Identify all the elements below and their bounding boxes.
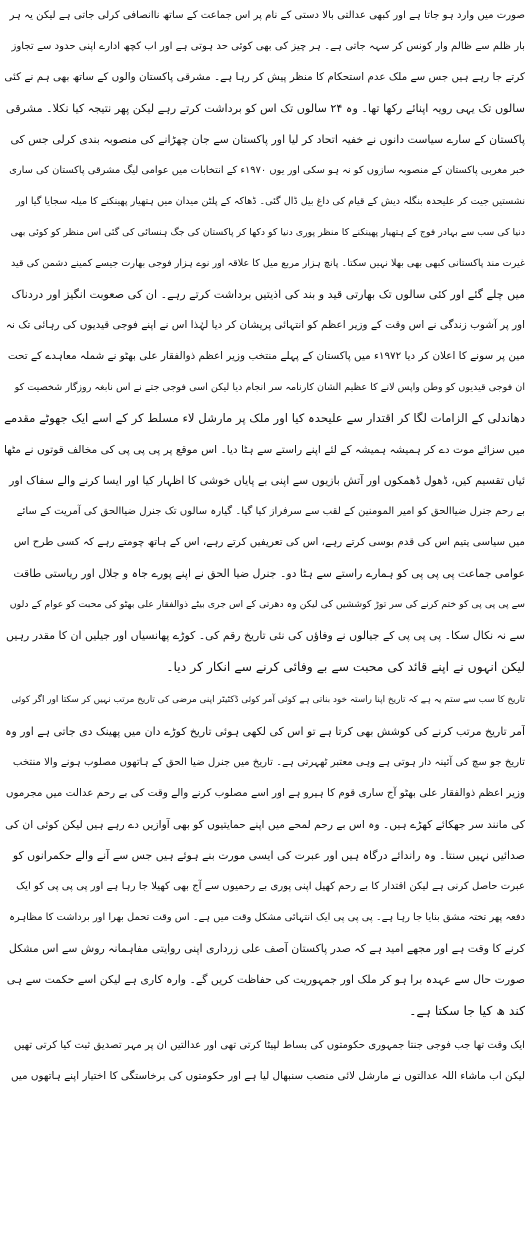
text-line: عبرت حاصل کرنی ہے لیکن اقتدار کا بے رحم کھیل اپنی پوری بے رحمیوں سے آج بھی کھیلا جا رہا ہے اور پی پی پی کو ایک <box>16 881 525 892</box>
text-line: وزیر اعظم ذوالفقار علی بھٹو آج ساری قوم کا ہیرو ہے اور اسے مصلوب کرنے والے وقت کی بے رحم عدالت میں مجرموں <box>5 787 525 799</box>
text-line: بے رحم جنرل ضیاالحق کو امیر المومنین کے لقب سے سرفراز کیا گیا۔ گیارہ سالوں تک جنرل ضیاالحق کی آمریت کے سائے <box>16 506 525 517</box>
text-line: لیکن انہوں نے اپنے قائد کی محبت سے بے وفائی کرنے سے انکار کر دیا۔ <box>166 659 525 674</box>
text-line: میں سزائے موت دے کر ہمیشہ ہمیشہ کے لئے اپنے راستے سے ہٹا دیا۔ اس موقع پر پی پی پی کی مخالف قوتوں نے مٹھا <box>4 443 525 456</box>
text-line: میں چلے گئے اور کئی سالوں تک بھارتی قید و بند کی اذیتیں برداشت کرتے رہے۔ ان کی صعوبت انگیز اور دردناک <box>11 288 525 301</box>
text-line: ئیاں تقسیم کیں، ڈھول ڈھمکوں اور آتش بازیوں سے اپنی بے پایاں خوشی کا اظہار کیا اور ایسا کرنے والے سفاک اور <box>9 474 525 487</box>
text-line: اور پر آشوب زندگی نے اس وقت کے وزیر اعظم کو انتہائی پریشان کر دیا لہٰذا اس نے اپنے فوجی قیدیوں کی رہائی تک نہ <box>5 319 525 331</box>
text-line: تاریخ کا سب سے ستم یہ ہے کہ تاریخ اپنا راستہ خود بناتی ہے کوئی آمر کوئی ڈکٹیٹر اپنی مرضی کی تاریخ مرتب نہیں کر سکتا اور اگر کوئی <box>11 695 525 705</box>
article-paragraph <box>4 0 525 682</box>
text-line: لیکن اب ماشاء اللہ عدالتوں نے مارشل لائی منصب سنبھال لیا ہے اور حکومتوں کی برخاستگی کا اختیار اپنے ہاتھوں میں <box>10 1070 525 1082</box>
text-line: صورت میں وارد ہو جاتا ہے اور کبھی عدالتی بالا دستی کے نام پر اس جماعت کے ساتھ ناانصافی کرلی جاتی ہے لیکن یہ ہر <box>9 10 525 21</box>
text-line: ایک وقت تھا جب فوجی جنتا جمہوری حکومتوں کی بساط لپیٹا کرتی تھی اور عدالتیں ان پر مہر تصدیق ثبت کیا کرتی تھیں <box>13 1040 525 1051</box>
text-line: صدائیں نہیں سنتا۔ وہ راندائے درگاہ ہیں اور عبرت کی ایسی مورت بنے ہوئے ہیں جس سے آنے والے حکمرانوں کو <box>12 849 525 862</box>
text-line: مین پر سونے کا اعلان کر دیا ۱۹۷۲ء میں پاکستان کے پہلے منتخب وزیر اعظم ذوالفقار علی بھٹو نے شملہ معاہدے کے تحت <box>7 350 525 362</box>
text-line: کند ھ کیا جا سکتا ہے۔ <box>409 1003 525 1018</box>
text-line: عوامی جماعت پی پی پی کو ہمارے راستے سے ہٹا دو۔ جنرل ضیا الحق نے اپنے پورے جاہ و جلال اور ریاستی طاقت <box>13 567 525 580</box>
text-line: صورت حال سے عہدہ برا ہو کر ملک اور جمہوریت کی حفاظت کریں گے۔ وارہ کاری ہے لیکن اسے حکمت سے ہی <box>6 973 525 986</box>
text-line: میں سیاسی یتیم اس کی قدم بوسی کرتے رہے، اس کی تعریفیں کرتے رہے، اس کے ہاتھ چومتے رہے کہ کسی طرح اس <box>13 536 525 548</box>
text-line: کرتے جا رہے ہیں جس سے ملک عدم استحکام کا منظر پیش کر رہا ہے۔ مشرقی پاکستان والوں کے ساتھ بھی ہم نے کئی <box>4 71 525 83</box>
text-line: نشستیں جیت کر علیحدہ بنگلہ دیش کے قیام کی داغ بیل ڈال گئی۔ ڈھاکہ کے پلٹن میدان میں ہتھیار پھینکنے کا میلہ سجایا گیا اور <box>15 196 525 207</box>
text-line: دنیا کی سب سے بہادر فوج کے ہتھیار پھینکنے کا منظر پوری دنیا کو دکھا کر پاکستان کی جگ ہنسائی کی گئی اس منظر کو کوئی بھی <box>10 227 525 238</box>
text-line: کی مانند سر جھکائے کھڑے ہیں۔ وہ اس بے رحم لمحے میں اپنے حمایتیوں کو بھی آوازیں دے رہے ہیں لیکن کوئی ان کی <box>5 818 525 831</box>
text-line: سے پی پی پی کو ختم کرنے کی سر توڑ کوششیں کی لیکن وہ دھرتی کے اس جری بیٹے ذوالفقار علی بھٹو کی محبت کو عوام کے دلوں <box>9 599 525 610</box>
text-line: آمر تاریخ مرتب کرنے کی کوشش بھی کرتا ہے تو اس کی لکھی ہوئی تاریخ کوڑے دان میں پھینک دی جاتی ہے اور وہ <box>5 725 525 738</box>
text-line: بار ظلم سے ظالم وار کونس کر سہہ جاتی ہے۔ ہر چیز کی بھی کوئی حد ہوتی ہے اور اب کچھ ادارے اپنی حدود سے تجاوز <box>11 41 525 52</box>
text-line: کرنے کا وقت ہے اور مجھے امید ہے کہ صدر پاکستان آصف علی زرداری اپنی روایتی مفاہمانہ روش سے اس مشکل <box>8 942 525 955</box>
text-line: خبر مغربی پاکستان کے منصوبہ سازوں کو نہ ہو سکی اور یوں ۱۹۷۰ء کے انتخابات میں عوامی لیگ مشرقی پاکستان کی ساری <box>9 165 525 176</box>
text-line: ان فوجی قیدیوں کو وطن واپس لانے کا عظیم الشان کارنامہ سر انجام دیا لیکن اسی فوجی جتے نے اس نابغہ روزگار شخصیت کو <box>14 382 525 393</box>
article-paragraph <box>4 1030 525 1092</box>
text-line: سے نہ نکال سکا۔ پی پی پی کے جیالوں نے وفاؤں کی نئی تاریخ رقم کی۔ کوڑے پھانسیاں اور جیلیں ان کا مقدر رہیں <box>6 629 525 642</box>
text-line: سالوں تک یہی رویہ اپنائے رکھا تھا۔ وہ ۲۴ سالوں تک اس کو برداشت کرتے رہے لیکن پھر نتیجہ کیا نکلا۔ مشرقی <box>5 102 525 115</box>
text-line: تاریخ جو سچ کی آئینہ دار ہوتی ہے وہی معتبر ٹھہرتی ہے۔ تاریخ میں جنرل ضیا الحق کے ہاتھوں مصلوب ہونے والا منتخب <box>12 757 525 768</box>
article-paragraph <box>4 685 525 1026</box>
text-line: پاکستان کے سارے سیاست دانوں نے خفیہ اتحاد کر لیا اور پاکستان سے جان چھڑانے کی منصوبہ بندی کرلی جس کی <box>10 133 525 146</box>
text-line: دھاندلی کے الزامات لگا کر اقتدار سے علیحدہ کیا اور ملک پر مارشل لاء مسلط کر کے اسے ایک جھوٹے مقدمے <box>4 411 525 425</box>
text-line: غیرت مند پاکستانی کبھی بھی بھلا نہیں سکتا۔ پانچ ہزار مربع میل کا علاقہ اور نوے ہزار فوجی بھارت جیسے کمینے دشمن کی قید <box>10 258 525 269</box>
text-line: دفعہ پھر تختہ مشق بنایا جا رہا ہے۔ پی پی پی ایک انتہائی مشکل وقت میں ہے۔ اس وقت تحمل بھرا اور برداشت کا مظاہرہ <box>9 912 525 923</box>
